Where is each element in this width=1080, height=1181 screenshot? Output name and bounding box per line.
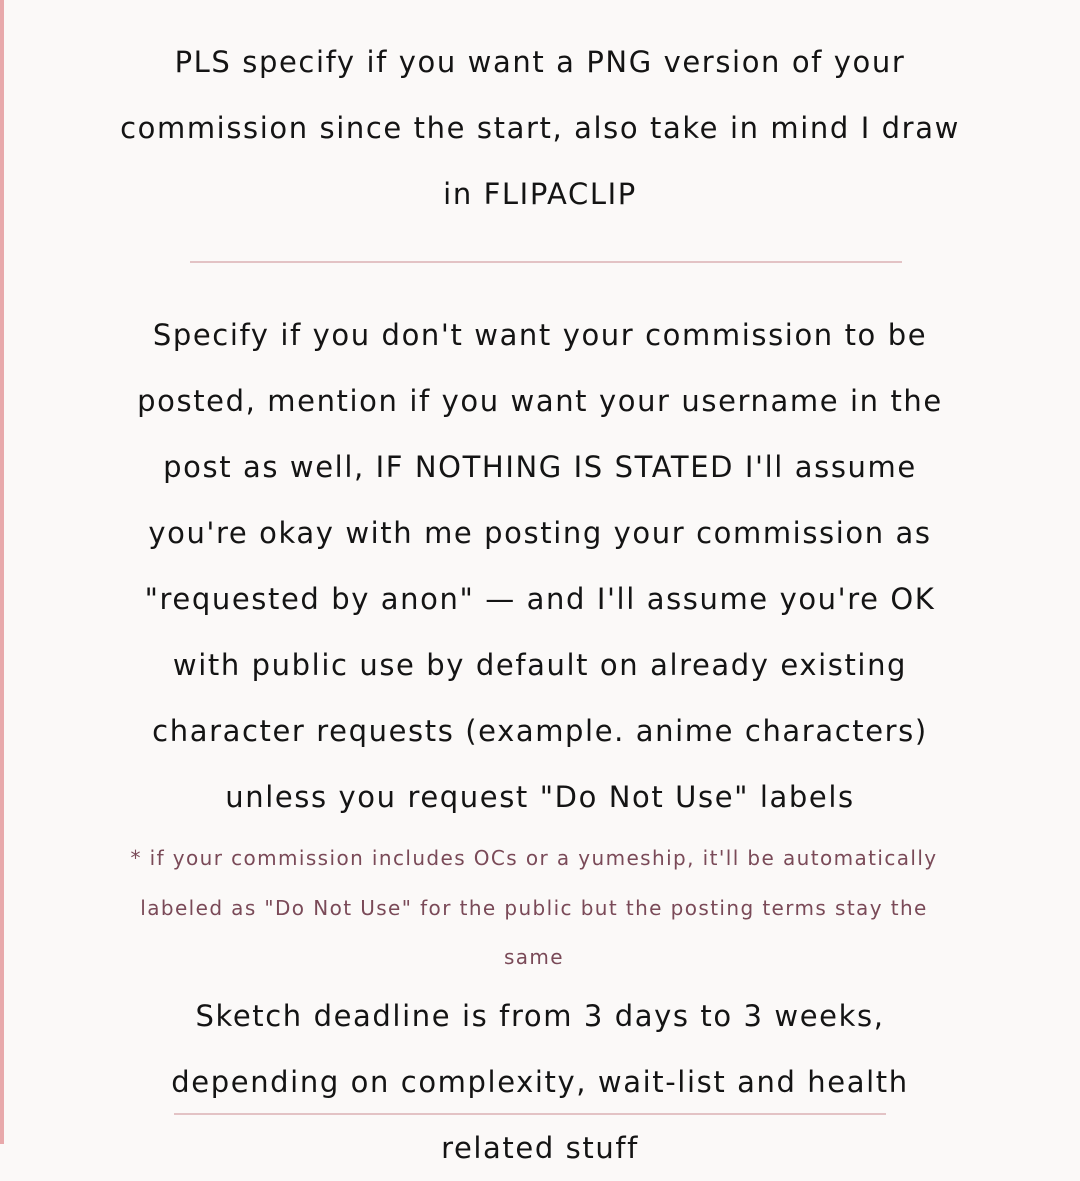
sketch-deadline-paragraph: Sketch deadline is from 3 days to 3 weeks, depending on complexity, wait-list and health related stuff — [171, 999, 909, 1165]
section-divider — [190, 261, 902, 263]
posting-terms-paragraph: Specify if you don't want your commission to be posted, mention if you want your username in the post as well, IF NOTHING IS STATED I'll assume you're okay with me posting your commission as "requested by anon" — and I'll assume you're OK with public use by default on already existing character requests (example. anime characters) unless you request "Do Not Use" labels — [137, 318, 943, 814]
left-border-accent — [0, 0, 4, 1144]
png-version-notice: PLS specify if you want a PNG version of your commission since the start, also take in mind I draw in FLIPACLIP — [120, 45, 960, 211]
section-divider-bottom — [174, 1113, 886, 1115]
do-not-use-footnote: * if your commission includes OCs or a yumeship, it'll be automatically labeled as "Do Not Use" for the public but the posting terms stay the same — [130, 846, 938, 969]
